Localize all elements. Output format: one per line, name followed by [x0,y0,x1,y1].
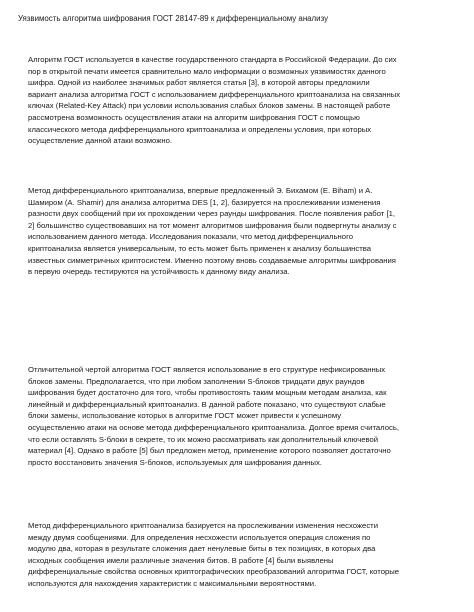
text-line: в первую очередь тестируются на устойчивость к данному виду анализа. [28,267,290,277]
text-line: шифрования будет достаточно для того, чтобы противостоять таким мощным методам анализа, как [28,388,387,398]
text-line: материал [4]. Однако в работе [5] был предложен метод, применение которого позволяет достаточно [28,446,391,456]
text-line: вариант анализа алгоритма ГОСТ с использованием дифференциального криптоанализа на связанных [28,89,401,99]
paragraph-2 [18,185,462,278]
text-line: шифра. Одной из наиболее значимых работ является статья [3], в которой авторы предложили [28,78,370,88]
text-line: известных симметричных криптосистем. Именно поэтому вновь создаваемые алгоритмы шифрования [28,255,396,265]
text-line: исходных сообщения имели различные значения битов. В работе [4] были выявлены [28,555,334,565]
document-title: Уязвимость алгоритма шифрования ГОСТ 28147-89 к дифференциальному анализу [18,14,329,23]
text-line: просто восстановить значения S-блоков, используемых для шифрования данных. [28,457,322,467]
text-line: Метод дифференциального криптоанализа, впервые предложенный Э. Бихамом (E. Biham) и А. [28,186,373,195]
paragraph-3 [18,364,462,468]
text-line: осуществлению атаки на основе метода дифференциального криптоанализа. Долгое время считалось, [28,422,400,432]
text-line: блоки замены, использование которых в алгоритме ГОСТ может привести к успешному [28,411,342,421]
paragraph-4 [18,520,462,590]
text-line: осуществление данной атаки возможно. [28,136,173,146]
text-line: Шамиром (A. Shamir) для анализа алгоритма DES [1, 2], базируется на прослеживании изменения [28,197,381,207]
text-line: 2] большинство существовавших на тот момент алгоритмов шифрования были подвергнуты анализу с [28,220,397,230]
text-line: классического метода дифференциального криптоанализа и определены условия, при которых [28,124,372,134]
text-line: модулю два, которая в результате сложения дает ненулевые биты в тех позициях, в которых два [28,544,376,554]
text-line: блоков замены. Предполагается, что при любом заполнении S-блоков тридцати двух раундов [28,376,365,386]
text-line: использованием данного метода. Исследования показали, что метод дифференциального [28,232,353,242]
text-line: рассмотрена возможность осуществления атаки на алгоритм шифрования ГОСТ с помощью [28,112,360,122]
text-line: Отличительной чертой алгоритма ГОСТ является использование в его структуре нефиксированных [28,365,386,374]
text-line: Метод дифференциального криптоанализа базируется на прослеживании изменения несхожести [28,521,378,530]
text-line: Алгоритм ГОСТ используется в качестве государственного стандарта в Российской Федерации. До сих [28,55,397,64]
text-line: дифференциальные свойства основных криптографических преобразований алгоритма ГОСТ, которые [28,567,400,577]
paragraph-1 [18,54,462,147]
text-line: ключах (Related-Key Attack) при условии использования слабых блоков замены. В настоящей работе [28,101,391,111]
text-line: пор в открытой печати имеется сравнительно мало информации о возможных уязвимостях данного [28,66,386,76]
text-line: используются для нахождения характеристик с максимальными вероятностями. [28,578,317,588]
text-line: линейный и дифференциальный криптоанализ. В данной работе показано, что существуют слабые [28,399,386,409]
text-line: между двумя сообщениями. Для определения несхожести используется операция сложения по [28,532,371,542]
text-line: что если оставлять S-блоки в секрете, то их можно рассматривать как дополнительный ключевой [28,434,379,444]
text-line: разности двух сообщений при их прохождении через раунды шифрования. После появления работ [1, [28,209,396,219]
text-line: криптоанализа является универсальным, то есть может быть применен к анализу большинства [28,243,372,253]
